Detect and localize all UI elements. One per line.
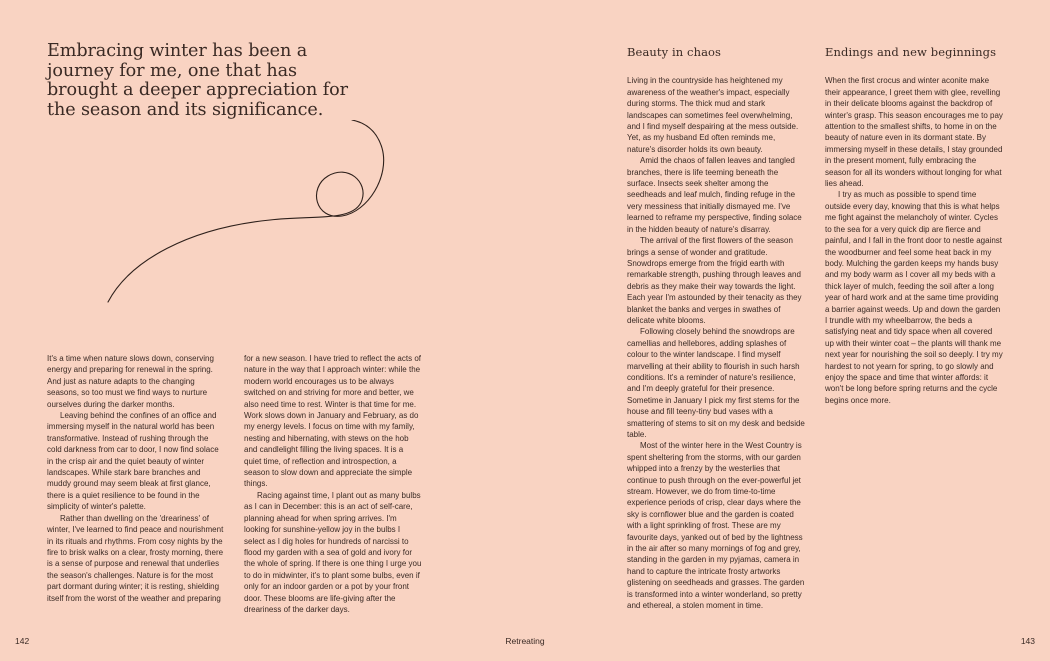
left-column-2	[244, 353, 422, 615]
left-column-1	[47, 353, 225, 604]
pull-quote: Embracing winter has been a journey for me, one that has brought a deeper appreciation for the season and its significance.	[47, 41, 348, 120]
paragraph: Rather than dwelling on the 'dreariness' of winter, I've learned to find peace and nourishment in its rituals and rhythms. From cosy nights by the fire to brisk walks on a clear, frosty morning, there is a sense of purpose and renewal that underlies the season's challenges. Nature is for the most part dormant during winter; it is resting, shielding itself from the worst of the weather and preparing	[47, 513, 224, 603]
paragraph: It's a time when nature slows down, conserving energy and preparing for renewal in the spring. And just as nature adapts to the changing seasons, so too must we find ways to nurture ourselves during the darker months.	[47, 354, 214, 409]
paragraph: The arrival of the first flowers of the season brings a sense of wonder and gratitude. Snowdrops emerge from the frigid earth with remarkable strength, pushing through leaves and debris as they make their way towards the light. Each year I'm astounded by their tenacity as they blanket the banks and verges in swathes of delicate white blooms.	[627, 236, 802, 325]
section-heading: Endings and new beginnings	[825, 45, 997, 59]
section-heading: Beauty in chaos	[627, 45, 722, 59]
paragraph: Following closely behind the snowdrops are camellias and hellebores, adding splashes of colour to the winter landscape. I find myself marvelling at their ability to flourish in such harsh conditions. It's a reminder of nature's resilience, and I'm deeply grateful for their presence. Sometime in January I pick my first stems for the house and fill teeny-tiny bud vases with a smattering of stems to sit on my desk and bedside table.	[627, 327, 805, 439]
paragraph: for a new season. I have tried to reflect the acts of nature in the way that I approach winter: while the modern world encourages us to be always switched on and striving for more and better, we also need time to rest. Winter is that time for me. Work slows down in January and February, as do my energy levels. I focus on time with my family, nesting and hibernating, with stews on the hob and candlelight filling the living spaces. It is a quiet time, of reflection and introspection, a season to slow down and appreciate the simple things.	[244, 354, 421, 489]
paragraph: When the first crocus and winter aconite make their appearance, I greet them with glee, revelling in their delicate blooms against the backdrop of winter's grasp. This season encourages me to pay attention to the smallest shifts, to home in on the beauty of nature even in its dormant state. By immersing myself in these details, I stay grounded in the present moment, fully embracing the season for all its wonders without longing for what lies ahead.	[825, 76, 1003, 189]
decorative-swirl	[100, 120, 400, 305]
right-page-number: 143	[1020, 636, 1035, 646]
running-title: Retreating	[505, 636, 545, 646]
paragraph: Amid the chaos of fallen leaves and tangled branches, there is life teeming beneath the surface. Insects seek shelter among the seedheads and leaf mulch, finding refuge in the very messiness that initially dismayed me. I've learned to reframe my perspective, finding solace in the hidden beauty of nature's disarray.	[627, 156, 802, 234]
paragraph: Living in the countryside has heightened my awareness of the weather's impact, especially during storms. The thick mud and stark landscapes can sometimes feel overwhelming, and I find myself despairing at the mess outside. Yet, as my husband Ed often reminds me, nature's disorder holds its own beauty.	[627, 76, 799, 154]
paragraph: Most of the winter here in the West Country is spent sheltering from the storms, with our garden whipped into a frenzy by the westerlies that continue to push through on the ever-powerful jet stream. However, we do from time-to-time experience periods of crisp, clear days where the sky is cornflower blue and the garden is coated with a light sprinkling of frost. These are my favourite days, yanked out of bed by the lightness in the air after so many mornings of fog and grey, standing in the garden in my pyjamas, camera in hand to capture the intricate frosty artworks glistening on seedheads and grasses. The garden is transformed into a winter wonderland, so pretty and ethereal, a stolen moment in time.	[627, 441, 805, 611]
right-column-1	[627, 47, 805, 612]
right-column-2	[825, 47, 1003, 406]
paragraph: Leaving behind the confines of an office and immersing myself in the natural world has been transformative. Instead of rushing through the cold darkness from car to door, I now find solace in the crisp air and the quiet beauty of winter landscapes. While stark bare branches and muddy ground may seem bleak at first glance, there is a quiet resilience to be found in the simplicity of winter's palette.	[47, 411, 219, 512]
paragraph: Racing against time, I plant out as many bulbs as I can in December: this is an act of self-care, planning ahead for when spring arrives. I'm looking for sunshine-yellow joy in the bulbs I select as I dig holes for hundreds of narcissi to flood my garden with a sea of gold and ivory for the whole of spring. If there is one thing I urge you to do in midwinter, it's to plant some bulbs, even if only for an indoor garden or a pot by your front door. These blooms are life-giving after the dreariness of the darker days.	[244, 490, 422, 614]
paragraph: I try as much as possible to spend time outside every day, knowing that this is what helps me fight against the melancholy of winter. Cycles to the sea for a very quick dip are fierce and painful, and I fall in the front door to nestle against the woodburner and feel some heat back in my body. Mulching the garden keeps my hands busy and my body warm as I cover all my beds with a thick layer of mulch, feeding the soil after a long year of hard work and at the same time providing a barrier against weeds. Up and down the garden I trundle with my wheelbarrow, the beds a satisfying neat and tidy space when all covered up with their winter coat – the plants will thank me next year for nourishing the soil so deeply. I try my hardest to not yearn for spring, to go slowly and enjoy the space and time that winter affords: it won't be long before spring returns and the cycle begins once more.	[825, 190, 1003, 405]
left-page-number: 142	[15, 636, 30, 646]
